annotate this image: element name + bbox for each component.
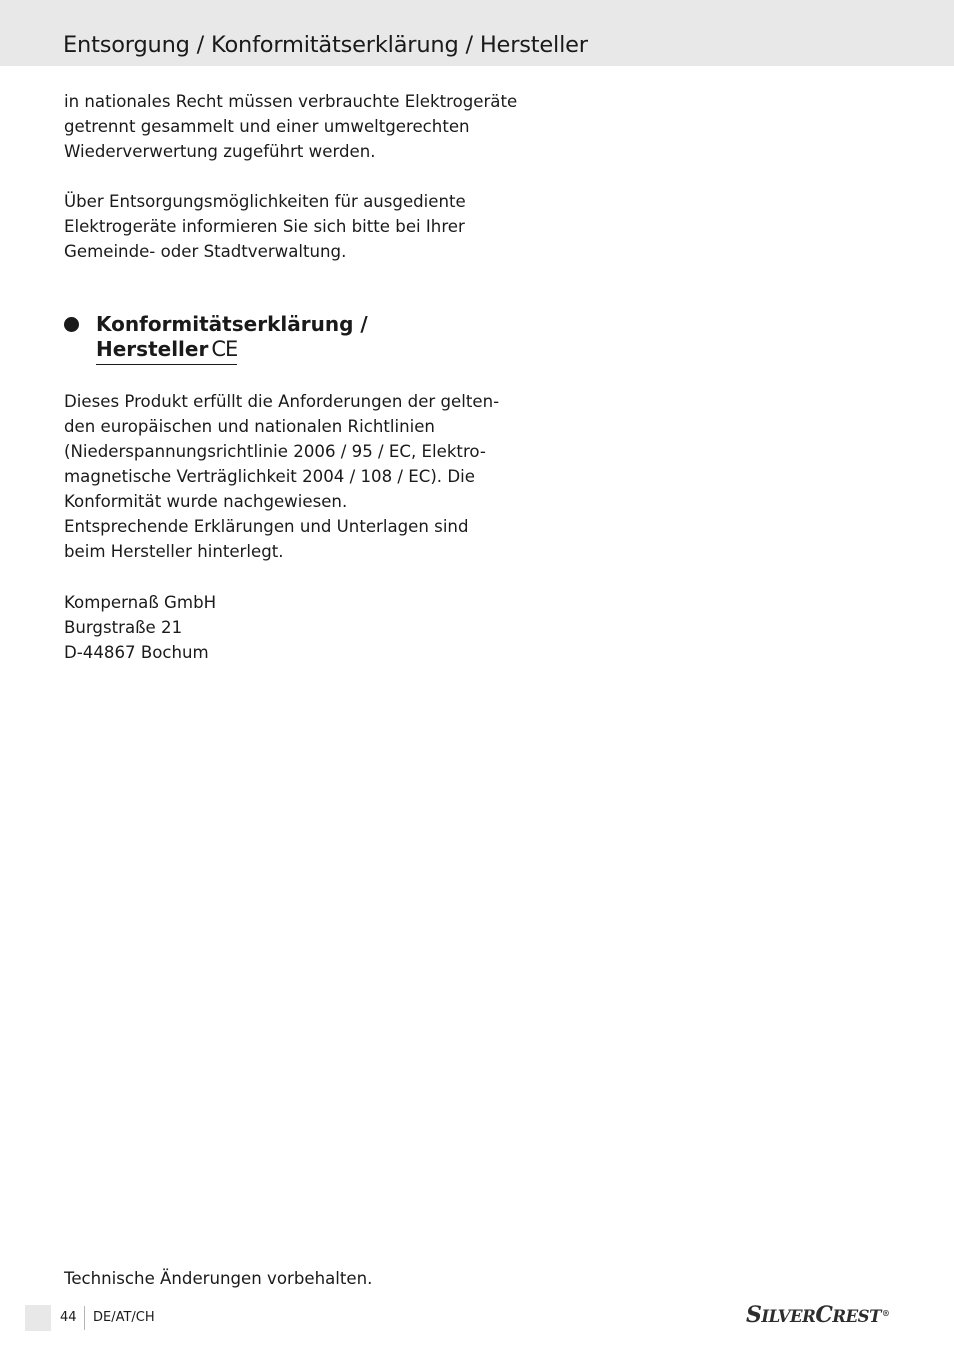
paragraph-conformity (64, 389, 500, 564)
page-marker-box (25, 1305, 51, 1331)
text-line: in nationales Recht müssen verbrauchte Elektrogeräte (64, 92, 518, 111)
paragraph-disposal-intro (64, 89, 518, 164)
text-line: beim Hersteller hinterlegt. (64, 542, 284, 561)
text-line: Dieses Produkt erfüllt die Anforderungen der gelten- (64, 392, 500, 411)
ce-mark-icon: CE (211, 337, 238, 361)
footer-note: Technische Änderungen vorbehalten. (64, 1269, 373, 1288)
paragraph-disposal-info (64, 189, 484, 264)
text-line: Entsprechende Erklärungen und Unterlagen sind (64, 517, 469, 536)
heading-line-2-text: Hersteller (96, 337, 209, 361)
bullet-icon (64, 317, 79, 332)
text-line: magnetische Verträglichkeit 2004 / 108 / EC). Die (64, 467, 475, 486)
address-company: Kompernaß GmbH (64, 593, 217, 612)
page-number: 44 (60, 1310, 77, 1325)
silvercrest-logo: SILVERCREST® (746, 1302, 890, 1328)
text-line: Wiederverwertung zugeführt werden. (64, 142, 376, 161)
text-line: getrennt gesammelt und einer umweltgerechten (64, 117, 470, 136)
manufacturer-address (64, 590, 484, 665)
address-city: D-44867 Bochum (64, 643, 209, 662)
section-heading-text (96, 312, 368, 365)
page-title: Entsorgung / Konformitätserklärung / Hersteller (63, 32, 588, 58)
heading-line-2 (96, 337, 237, 365)
text-line: Konformität wurde nachgewiesen. (64, 492, 348, 511)
footer-divider (84, 1306, 85, 1330)
text-line: Über Entsorgungsmöglichkeiten für ausgediente (64, 192, 466, 211)
country-code: DE/AT/CH (93, 1310, 155, 1325)
text-line: Gemeinde- oder Stadtverwaltung. (64, 242, 347, 261)
text-line: den europäischen und nationalen Richtlinien (64, 417, 435, 436)
heading-line-1: Konformitätserklärung / (96, 312, 368, 336)
address-street: Burgstraße 21 (64, 618, 183, 637)
text-line: Elektrogeräte informieren Sie sich bitte bei Ihrer (64, 217, 465, 236)
text-line: (Niederspannungsrichtlinie 2006 / 95 / EC, Elektro- (64, 442, 486, 461)
